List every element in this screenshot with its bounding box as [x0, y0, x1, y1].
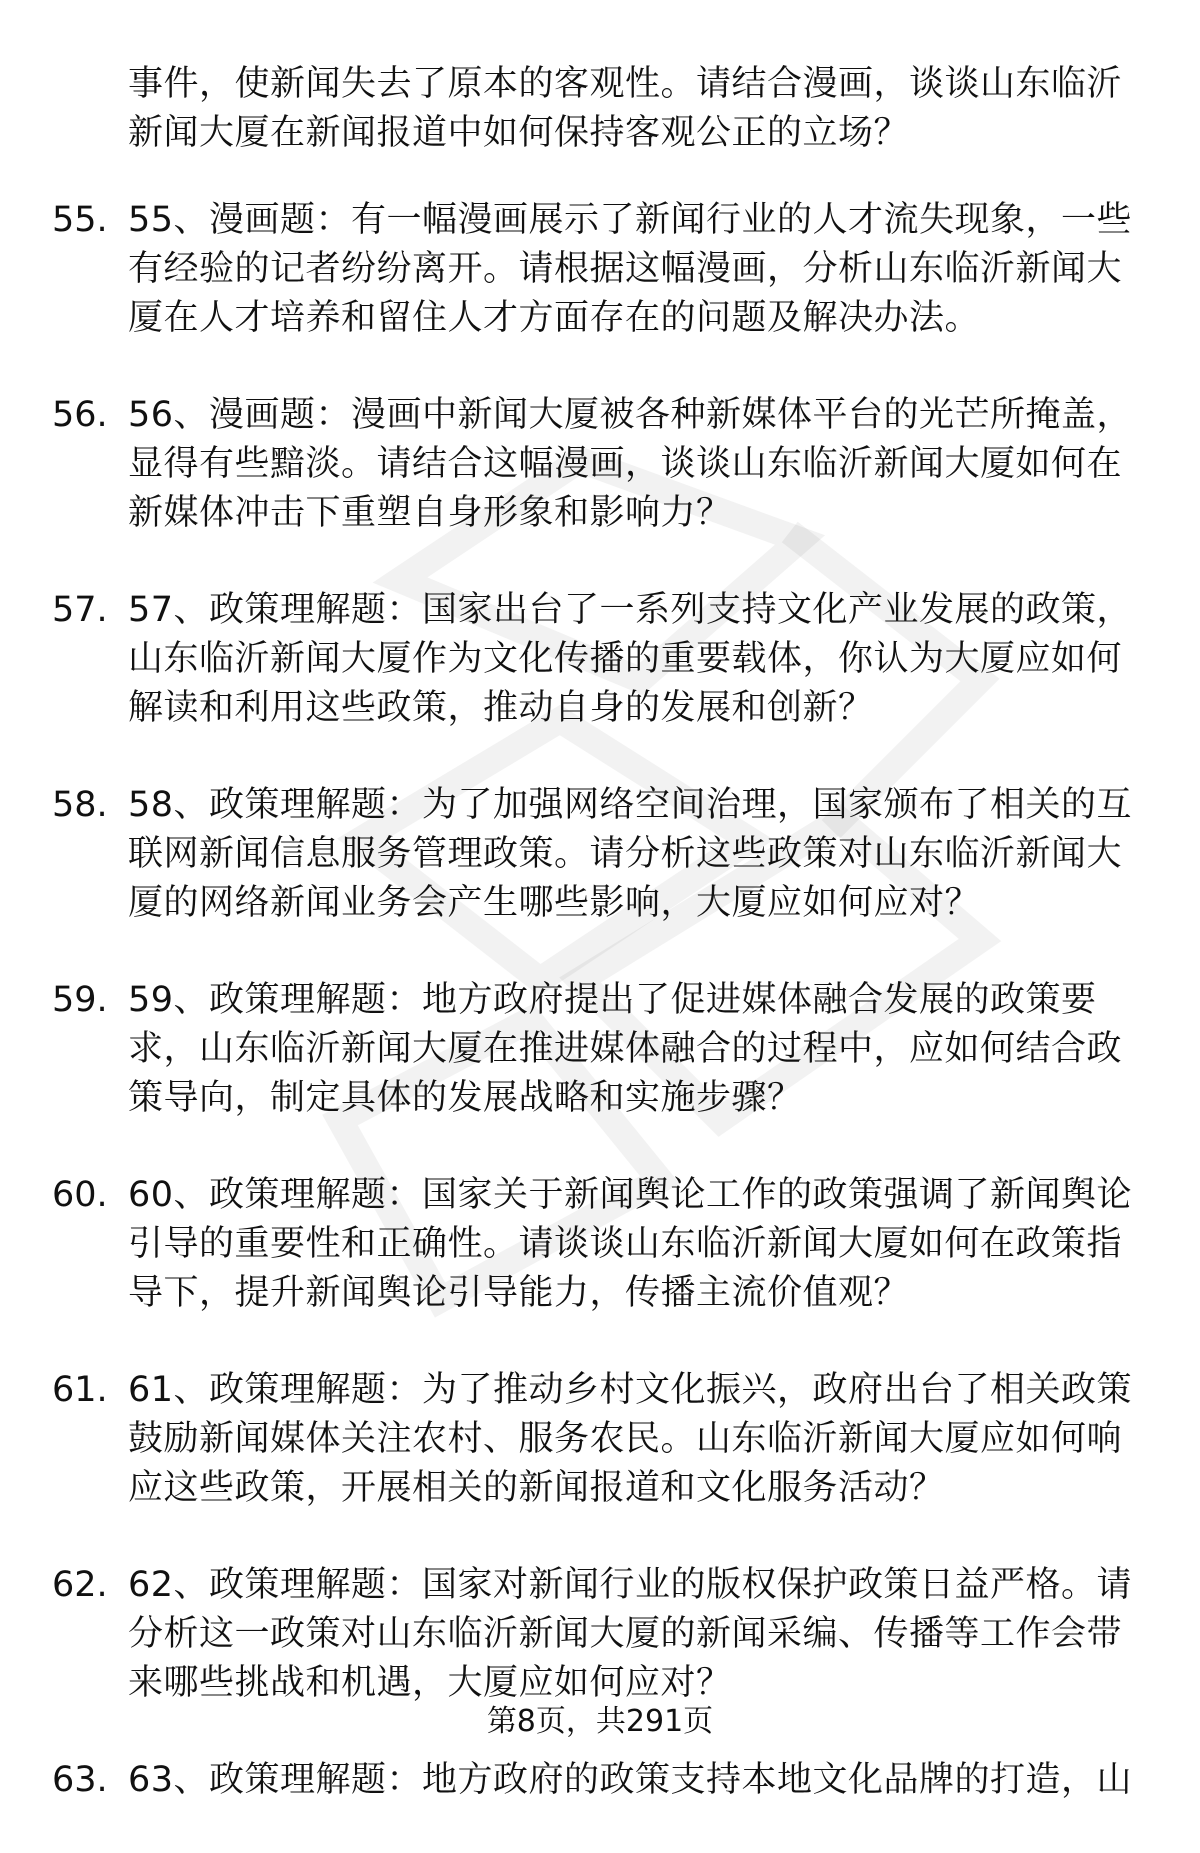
question-number: 62. — [52, 1565, 108, 1605]
question-number: 59. — [52, 980, 108, 1020]
question-item — [0, 1756, 1200, 1805]
question-number: 61. — [52, 1370, 108, 1410]
question-number: 55. — [52, 200, 108, 240]
question-item — [0, 781, 1200, 928]
question-text: 60、政策理解题：国家关于新闻舆论工作的政策强调了新闻舆论引导的重要性和正确性。请谈谈山东临沂新闻大厦如何在政策指导下，提升新闻舆论引导能力，传播主流价值观？ — [128, 1175, 1133, 1313]
question-text: 59、政策理解题：地方政府提出了促进媒体融合发展的政策要求，山东临沂新闻大厦在推进媒体融合的过程中，应如何结合政策导向，制定具体的发展战略和实施步骤？ — [128, 980, 1123, 1118]
question-number: 56. — [52, 395, 108, 435]
page-footer: 第8页，共291页 — [486, 1704, 714, 1739]
question-text: 62、政策理解题：国家对新闻行业的版权保护政策日益严格。请分析这一政策对山东临沂新闻大厦的新闻采编、传播等工作会带来哪些挑战和机遇，大厦应如何应对？ — [128, 1565, 1133, 1703]
question-number: 58. — [52, 785, 108, 825]
question-item — [0, 976, 1200, 1123]
question-item — [0, 1171, 1200, 1318]
question-text: 56、漫画题：漫画中新闻大厦被各种新媒体平台的光芒所掩盖，显得有些黯淡。请结合这幅漫画，谈谈山东临沂新闻大厦如何在新媒体冲击下重塑自身形象和影响力？ — [128, 395, 1133, 533]
question-number: 63. — [52, 1760, 108, 1800]
question-item — [0, 391, 1200, 538]
question-text: 55、漫画题：有一幅漫画展示了新闻行业的人才流失现象，一些有经验的记者纷纷离开。请根据这幅漫画，分析山东临沂新闻大厦在人才培养和留住人才方面存在的问题及解决办法。 — [128, 200, 1133, 338]
question-number: 60. — [52, 1175, 108, 1215]
question-item — [0, 196, 1200, 343]
question-text: 61、政策理解题：为了推动乡村文化振兴，政府出台了相关政策鼓励新闻媒体关注农村、服务农民。山东临沂新闻大厦应如何响应这些政策，开展相关的新闻报道和文化服务活动？ — [128, 1370, 1133, 1508]
question-text: 57、政策理解题：国家出台了一系列支持文化产业发展的政策，山东临沂新闻大厦作为文化传播的重要载体，你认为大厦应如何解读和利用这些政策，推动自身的发展和创新？ — [128, 590, 1133, 728]
question-item — [0, 1561, 1200, 1708]
continuation-text: 事件，使新闻失去了原本的客观性。请结合漫画，谈谈山东临沂新闻大厦在新闻报道中如何保持客观公正的立场？ — [128, 64, 1123, 153]
question-list — [0, 196, 1200, 1853]
question-text: 63、政策理解题：地方政府的政策支持本地文化品牌的打造，山 — [128, 1760, 1133, 1800]
question-item — [0, 1366, 1200, 1513]
question-item — [0, 586, 1200, 733]
question-text: 58、政策理解题：为了加强网络空间治理，国家颁布了相关的互联网新闻信息服务管理政策。请分析这些政策对山东临沂新闻大厦的网络新闻业务会产生哪些影响，大厦应如何应对？ — [128, 785, 1133, 923]
question-number: 57. — [52, 590, 108, 630]
